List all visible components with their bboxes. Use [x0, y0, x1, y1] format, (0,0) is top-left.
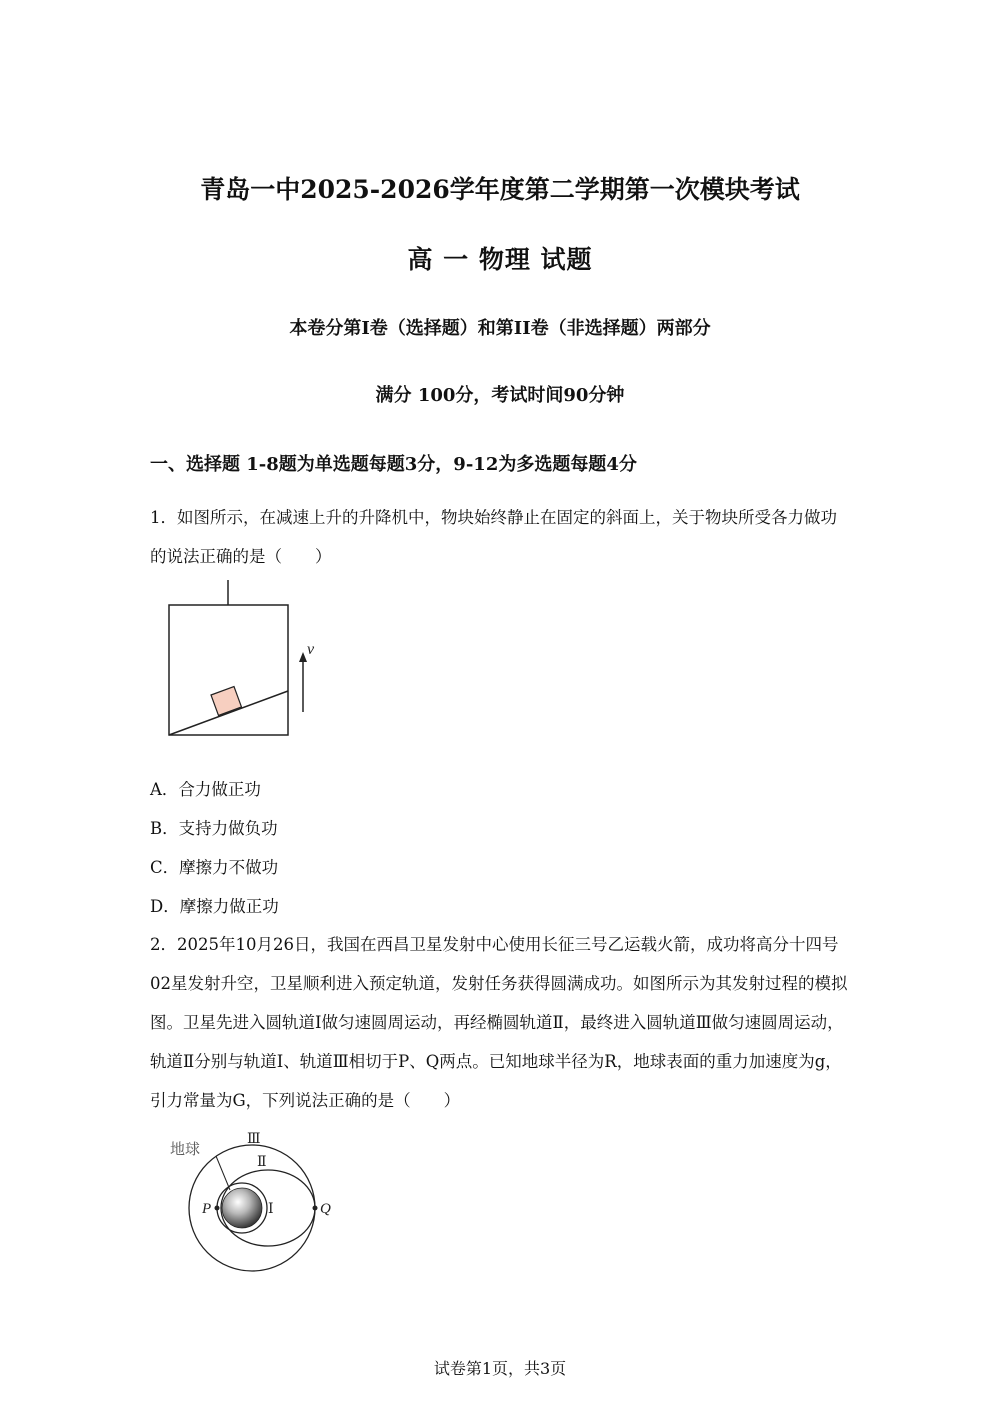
option-b: B．支持力做负功	[150, 819, 278, 838]
point-q-label: Q	[320, 1201, 331, 1217]
question-2-stem: 2．2025年10月26日，我国在西昌卫星发射中心使用长征三号乙运载火箭，成功将高分十四号02星发射升空，卫星顺利进入预定轨道，发射任务获得圆满成功。如图所示为其发射过程的模拟图。卫星先进入圆轨道Ⅰ做匀速圆周运动，再经椭圆轨道Ⅱ，最终进入圆轨道Ⅲ做匀速圆周运动，轨道Ⅱ分别与轨道Ⅰ、轨道Ⅲ相切于P、Q两点。已知地球半径为R，地球表面的重力加速度为g，引力常量为G，下列说法正确的是（ ）	[150, 935, 848, 1110]
elevator-box	[169, 605, 288, 735]
orbit-figure	[160, 1122, 350, 1282]
exam-subtitle: 高 一 物理 试题	[407, 245, 593, 274]
orbit-1-label: Ⅰ	[268, 1201, 274, 1217]
orbit-3-label: Ⅲ	[247, 1131, 261, 1147]
option-c: C．摩擦力不做功	[150, 858, 279, 877]
point-p-label: P	[202, 1201, 212, 1217]
orbit-2-label: Ⅱ	[257, 1154, 267, 1170]
arrow-head	[299, 652, 307, 662]
exam-title: 青岛一中2025-2026学年度第二学期第一次模块考试	[200, 175, 800, 204]
option-a: A．合力做正功	[150, 780, 261, 799]
point-p	[215, 1206, 220, 1211]
question-1-stem: 1．如图所示，在减速上升的升降机中，物块始终静止在固定的斜面上，关于物块所受各力做功的说法正确的是（ ）	[150, 508, 837, 566]
page-footer: 试卷第1页，共3页	[433, 1359, 567, 1378]
option-d: D．摩擦力做正功	[150, 897, 279, 916]
earth-label: 地球	[170, 1140, 201, 1158]
section-heading: 一、选择题 1-8题为单选题每题3分，9-12为多选题每题4分	[150, 454, 637, 475]
earth	[222, 1188, 262, 1228]
point-q	[313, 1206, 318, 1211]
velocity-label: v	[307, 641, 315, 658]
elevator-figure	[160, 578, 330, 743]
score-time-note: 满分 100分，考试时间90分钟	[375, 385, 625, 406]
block	[211, 687, 242, 716]
earth-label-pointer	[216, 1156, 230, 1190]
paper-structure-note: 本卷分第I卷（选择题）和第II卷（非选择题）两部分	[289, 318, 711, 339]
